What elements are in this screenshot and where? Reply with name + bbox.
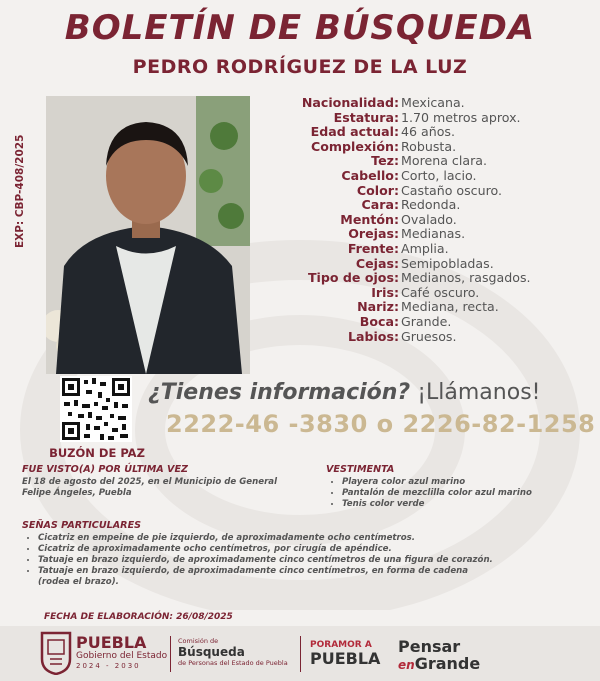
- page-title: BOLETÍN DE BÚSQUEDA: [64, 8, 536, 48]
- comision-busqueda-logo: Comisión de Búsqueda de Personas del Estado de Puebla: [178, 637, 288, 667]
- feature-row: Orejas: Medianas.: [348, 226, 466, 242]
- feature-row: Labios: Gruesos.: [347, 328, 457, 344]
- last-seen-text: El 18 de agosto del 2025, en el Municipio de General Felipe Ángeles, Puebla: [22, 477, 278, 498]
- clothing-section: [326, 464, 586, 510]
- feature-row: Cabello: Corto, lacio.: [341, 167, 477, 183]
- feature-row: Tipo de ojos: Medianos, rasgados.: [307, 270, 531, 286]
- last-seen-heading: FUE VISTO(A) POR ÚLTIMA VEZ: [22, 464, 188, 475]
- expediente-number: EXP: CBP-408/2025: [14, 134, 26, 248]
- marks-heading: SEÑAS PARTICULARES: [22, 520, 142, 531]
- puebla-government-logo: PUEBLA Gobierno del Estado 2024 - 2030: [76, 633, 168, 670]
- qr-code[interactable]: [60, 376, 132, 442]
- feature-row: Estatura: 1.70 metros aprox.: [333, 109, 521, 125]
- feature-row: Mentón: Ovalado.: [340, 211, 457, 227]
- call-to-action: [148, 380, 588, 405]
- elaboration-date: FECHA DE ELABORACIÓN: 26/08/2025: [44, 612, 233, 622]
- list-item: • Tatuaje en brazo izquierdo, de aproximadamente cinco centímetros de una figura de corazón.: [38, 555, 502, 566]
- cta-call: ¡Llámanos!: [417, 380, 541, 405]
- last-seen-section: [22, 464, 292, 499]
- feature-row: Tez: Morena clara.: [371, 153, 487, 169]
- feature-row: Cejas: Semipobladas.: [355, 255, 494, 271]
- marks-section: [22, 520, 502, 588]
- footer-divider: [300, 636, 301, 672]
- feature-row: Edad actual: 46 años.: [310, 124, 455, 140]
- footer-divider: [170, 636, 171, 672]
- list-item: • Tenis color verde: [342, 499, 586, 510]
- person-name: PEDRO RODRÍGUEZ DE LA LUZ: [132, 56, 468, 78]
- buzon-label: BUZÓN DE PAZ: [49, 446, 145, 460]
- list-item: • Playera color azul marino: [342, 477, 586, 488]
- feature-row: Color: Castaño oscuro.: [356, 182, 502, 198]
- physical-features: [288, 96, 588, 344]
- person-photo: [46, 96, 250, 374]
- feature-row: Nariz: Mediana, recta.: [357, 299, 499, 315]
- pensar-en-grande-logo: Pensar enGrande: [398, 637, 481, 673]
- state-seal-icon: [40, 631, 72, 675]
- clothing-heading: VESTIMENTA: [326, 464, 395, 475]
- list-item: • Tatuaje en brazo izquierdo, de aproximadamente cinco centímetros, en forma de cadena (rodea el brazo).: [38, 566, 502, 588]
- list-item: • Cicatriz de aproximadamente ocho centímetros, por cirugía de apéndice.: [38, 544, 502, 555]
- list-item: • Cicatriz en empeine de pie izquierdo, de aproximadamente ocho centímetros.: [38, 533, 502, 544]
- cta-question: ¿Tienes información?: [148, 380, 411, 405]
- feature-row: Cara: Redonda.: [361, 197, 461, 213]
- feature-row: Nacionalidad: Mexicana.: [301, 95, 465, 110]
- feature-row: Iris: Café oscuro.: [371, 284, 480, 300]
- phone-numbers[interactable]: 2222-46 -3830 o 2226-82-1258: [166, 410, 596, 438]
- feature-row: Complexión: Robusta.: [311, 138, 457, 154]
- feature-row: Frente: Amplia.: [347, 240, 449, 256]
- feature-row: Boca: Grande.: [359, 313, 452, 329]
- por-amor-a-puebla-logo: PORAMOR A PUEBLA: [310, 640, 381, 668]
- list-item: • Pantalón de mezclilla color azul marino: [342, 488, 586, 499]
